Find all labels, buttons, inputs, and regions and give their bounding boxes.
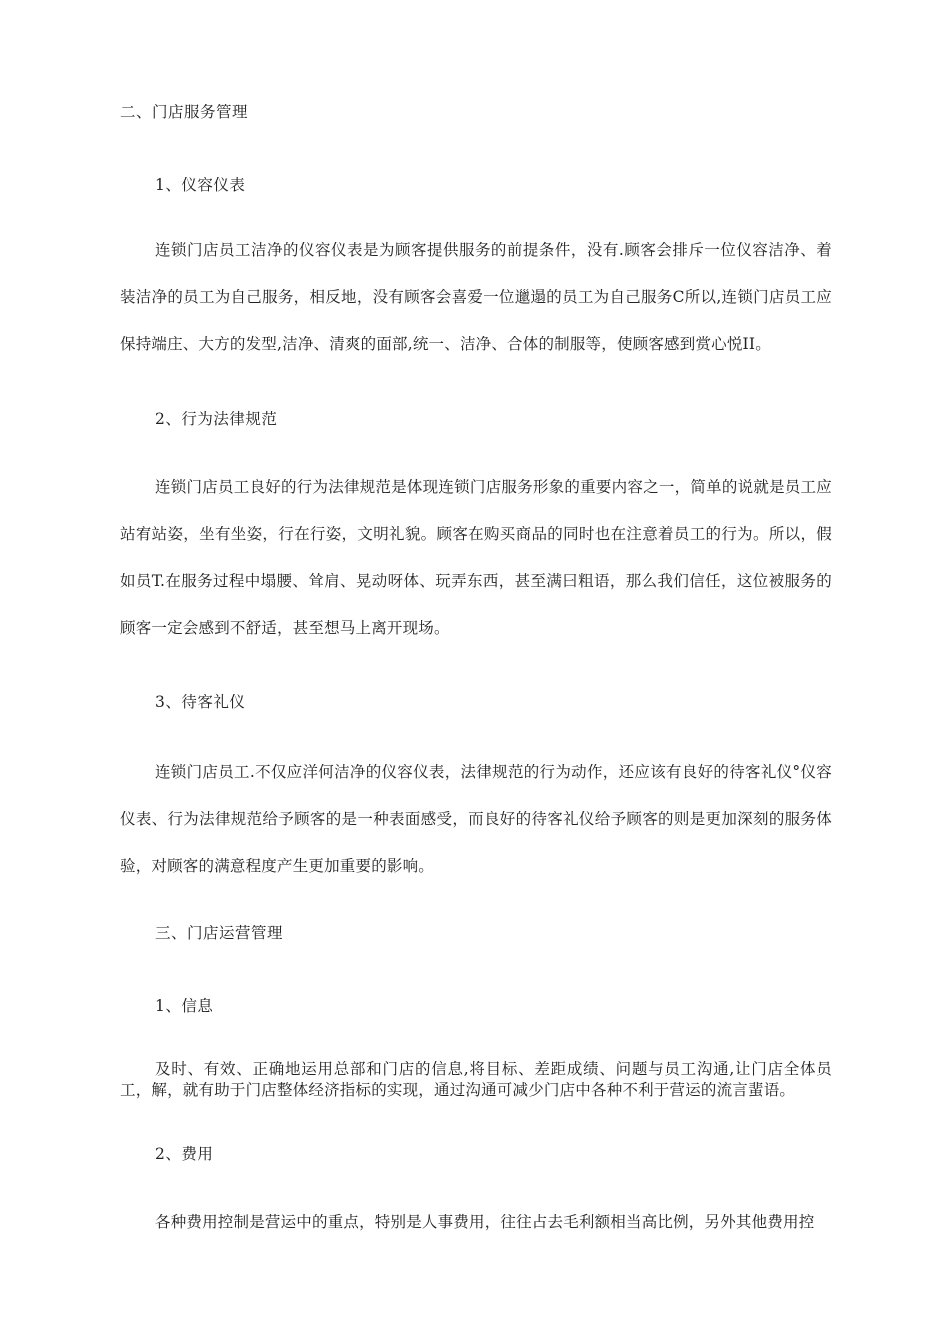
section-heading-store-service: 二、门店服务管理 <box>120 103 249 121</box>
paragraph-costs: 各种费用控制是营运中的重点，特别是人事费用，往往占去毛利额相当高比例，另外其他费用控 <box>155 1213 815 1231</box>
paragraph-appearance: 连锁门店员工洁净的仪容仪表是为顾客提供服务的前提条件，没有.顾客会排斥一位仪容洁净、着装洁净的员工为自己服务，相反地，没有顾客会喜爱一位邋遢的员工为自己服务C所以,连锁门店员工应保持端庄、大方的发型,洁净、清爽的面部,统一、洁净、合体的制服等，使顾客感到赏心悦II。 <box>120 241 832 353</box>
subheading-behavior-norms: 2、行为法律规范 <box>155 410 278 428</box>
paragraph-information: 及时、有效、正确地运用总部和门店的信息,将目标、差距成绩、问题与员工沟通,让门店全体员工，解，就有助于门店整体经济指标的实现，通过沟通可减少门店中各种不利于营运的流言蜚语。 <box>120 1060 832 1099</box>
paragraph-behavior-norms: 连锁门店员工良好的行为法律规范是体现连锁门店服务形象的重要内容之一，简单的说就是员工应站宥站姿，坐有坐姿，行在行姿，文明礼貌。顾客在购买商品的同时也在注意着员工的行为。所以，假如员T.在服务过程中塌腰、耸肩、晃动呀体、玩弄东西，甚至满曰粗语，那么我们信任，这位被服务的顾客一定会感到不舒适，甚至想马上离开现场。 <box>120 478 832 637</box>
subheading-information: 1、信息 <box>155 997 214 1015</box>
paragraph-etiquette: 连锁门店员工.不仅应洋何洁净的仪容仪表，法律规范的行为动作，还应该有良好的待客礼仪°仪容仪表、行为法律规范给予顾客的是一种表面感受，而良好的待客礼仪给予顾客的则是更加深刻的服务体验，对顾客的满意程度产生更加重要的影响。 <box>120 763 832 875</box>
section-heading-store-operations: 三、门店运营管理 <box>155 924 284 942</box>
subheading-etiquette: 3、待客礼仪 <box>155 693 246 711</box>
subheading-costs: 2、费用 <box>155 1145 214 1163</box>
subheading-appearance: 1、仪容仪表 <box>155 176 246 194</box>
